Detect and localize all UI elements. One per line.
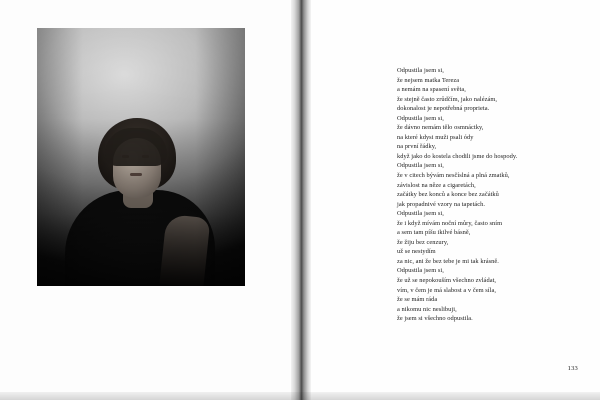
poem-line: dokonalost je nepotřebná proprieta. [397, 105, 490, 113]
book-spine [291, 0, 311, 400]
photo-vignette [37, 28, 245, 286]
right-page [311, 0, 600, 400]
poem-line: za nic, ani že bez tebe je mi tak krásně. [397, 257, 499, 265]
page-bottom-edge [0, 392, 600, 400]
poem-line: na které kdysi muži psali ódy [397, 133, 474, 141]
poem-line: že žiju bez cenzury, [397, 238, 449, 246]
poem-line: že stejně často zrůdčím, jako nalézám, [397, 95, 498, 103]
poem-line: když jako do kostela chodili jsme do hospody. [397, 152, 518, 160]
poem-line: že v citech bývám nesčíslná a plná zmatků, [397, 172, 510, 180]
poem-line: a sem tam píšu ikilvé básně, [397, 229, 471, 237]
poem-line: závislost na nêze a cigaretách, [397, 181, 476, 189]
poem-line: že dávno nemám tělo osmnáctky, [397, 124, 484, 132]
portrait-photo [37, 28, 245, 286]
poem-line: Odpustila jsem si, [397, 267, 444, 275]
poem-line: že už se nepokouším všechno zvládat, [397, 277, 497, 285]
poem-line: a nikomu nic neslibuji, [397, 305, 457, 313]
poem-body [397, 66, 587, 324]
poem-line: že i když mívám noční můry, často sním [397, 219, 503, 227]
poem-line: vím, v čem je má slabost a v čem síla, [397, 286, 496, 294]
poem-line: a nemám na spasení světa, [397, 86, 466, 94]
poem-line: jak propadnivé vzory na tapetách. [397, 200, 486, 208]
poem-line: že nejsem matka Tereza [397, 76, 460, 84]
poem-line: už se nestydím [397, 248, 436, 256]
poem-line: Odpustila jsem si, [397, 162, 444, 170]
poem-line: že jsem si všechno odpustila. [397, 315, 473, 323]
left-page [0, 0, 291, 400]
poem-line: Odpustila jsem si, [397, 210, 444, 218]
poem-line: Odpustila jsem si, [397, 114, 444, 122]
page-number: 133 [567, 365, 578, 372]
poem-line: Odpustila jsem si, [397, 67, 444, 74]
poem-line: začátky bez konců a konce bez začátků [397, 191, 499, 199]
poem-line: že se mám ráda [397, 296, 438, 304]
poem-line: na první řádky, [397, 143, 437, 151]
